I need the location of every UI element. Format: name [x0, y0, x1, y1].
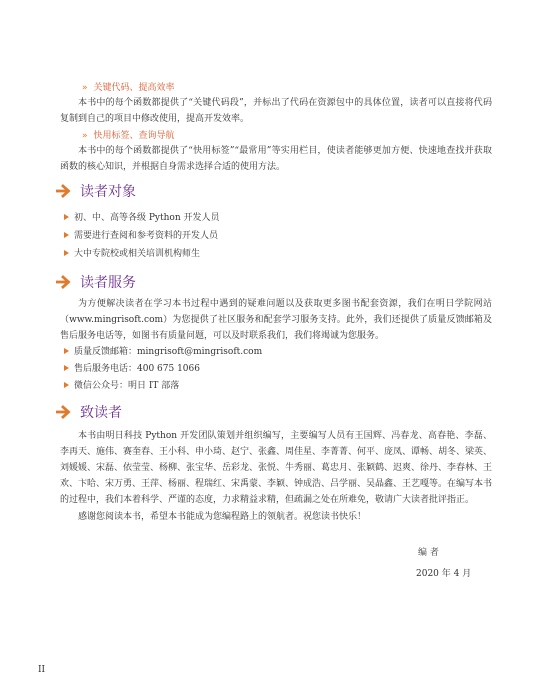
paragraph-service: 为方便解决读者在学习本书过程中遇到的疑难问题以及获取更多图书配套资源，我们在明日学院网站（www.mingrisoft.com）为您提供了社区服务和配套学习服务支持。此外，我们还提供了质量反馈邮箱及售后服务电话等，如图书有质量问题，可以及时联系我们，我们将竭诚为您服务。: [60, 299, 492, 341]
arrow-right-icon: [56, 405, 72, 419]
paragraph-authors: 本书由明日科技 Python 开发团队策划并组织编写，主要编写人员有王国辉、冯春龙、高春艳、李磊、李再天、施伟、赛奎春、王小科、申小琦、赵宁、张鑫、周佳星、李菁菁、何平、庞凤、谭畅、胡冬、梁英、刘媛媛、宋磊、依莹莹、杨柳、张宝华、岳彩龙、张悦、牛秀丽、葛忠月、张颖鹤、迟爽、徐丹、李春林、王欢、卞哈、宋万勇、王萍、杨丽、程瑞红、宋禹蒙、李颖、钟成浩、吕学丽、吴晶鑫、王艺嘎等。在编写本书的过程中，我们本着科学、严谨的态度，力求精益求精，但疏漏之处在所难免，敬请广大读者批评指正。: [60, 431, 493, 505]
list-item: 大中专院校或相关培训机构师生: [64, 246, 200, 259]
triangle-bullet-icon: [64, 382, 69, 388]
arrow-right-icon: [56, 275, 72, 289]
triangle-bullet-icon: [64, 250, 69, 256]
list-item: 售后服务电话：400 675 1066: [64, 361, 200, 374]
chevron-bullet-icon: »: [82, 131, 88, 141]
heading-to-readers-text: 致读者: [80, 405, 122, 421]
subheading-quick-tags: [82, 128, 175, 141]
list-item: 质量反馈邮箱：mingrisoft@mingrisoft.com: [64, 344, 262, 357]
heading-readers-text: 读者对象: [80, 184, 136, 200]
signature-date: 2020 年 4 月: [416, 569, 472, 579]
heading-readers: [56, 181, 136, 201]
triangle-bullet-icon: [64, 365, 69, 371]
paragraph-quick-tags: 本书中的每个函数都提供了“快用标签”“最常用”等实用栏目，使读者能够更加方便、快速地查找并获取函数的核心知识，并根据自身需求选择合适的使用方法。: [60, 146, 492, 172]
chevron-bullet-icon: »: [82, 83, 88, 93]
subheading-quick-tags-text: 快用标签、查询导航: [93, 131, 175, 141]
triangle-bullet-icon: [64, 214, 69, 220]
heading-service-text: 读者服务: [80, 275, 136, 291]
heading-service: [56, 272, 136, 292]
list-item: 初、中、高等各级 Python 开发人员: [64, 210, 220, 223]
subheading-key-code: [82, 80, 175, 93]
list-item: 微信公众号：明日 IT 部落: [64, 378, 179, 391]
subheading-key-code-text: 关键代码、提高效率: [93, 83, 175, 93]
signature-editor: 编 者: [418, 548, 439, 558]
heading-to-readers: [56, 402, 122, 422]
arrow-right-icon: [56, 184, 72, 198]
list-item: 需要进行查阅和参考资料的开发人员: [64, 228, 218, 241]
page-number: II: [38, 665, 46, 675]
paragraph-thanks: 感谢您阅读本书，希望本书能成为您编程路上的领航者。祝您读书快乐！: [78, 512, 367, 522]
triangle-bullet-icon: [64, 348, 69, 354]
paragraph-key-code: 本书中的每个函数都提供了“关键代码段”，并标出了代码在资源包中的具体位置，读者可以直接将代码复制到自己的项目中修改使用，提高开发效率。: [60, 98, 492, 124]
triangle-bullet-icon: [64, 232, 69, 238]
